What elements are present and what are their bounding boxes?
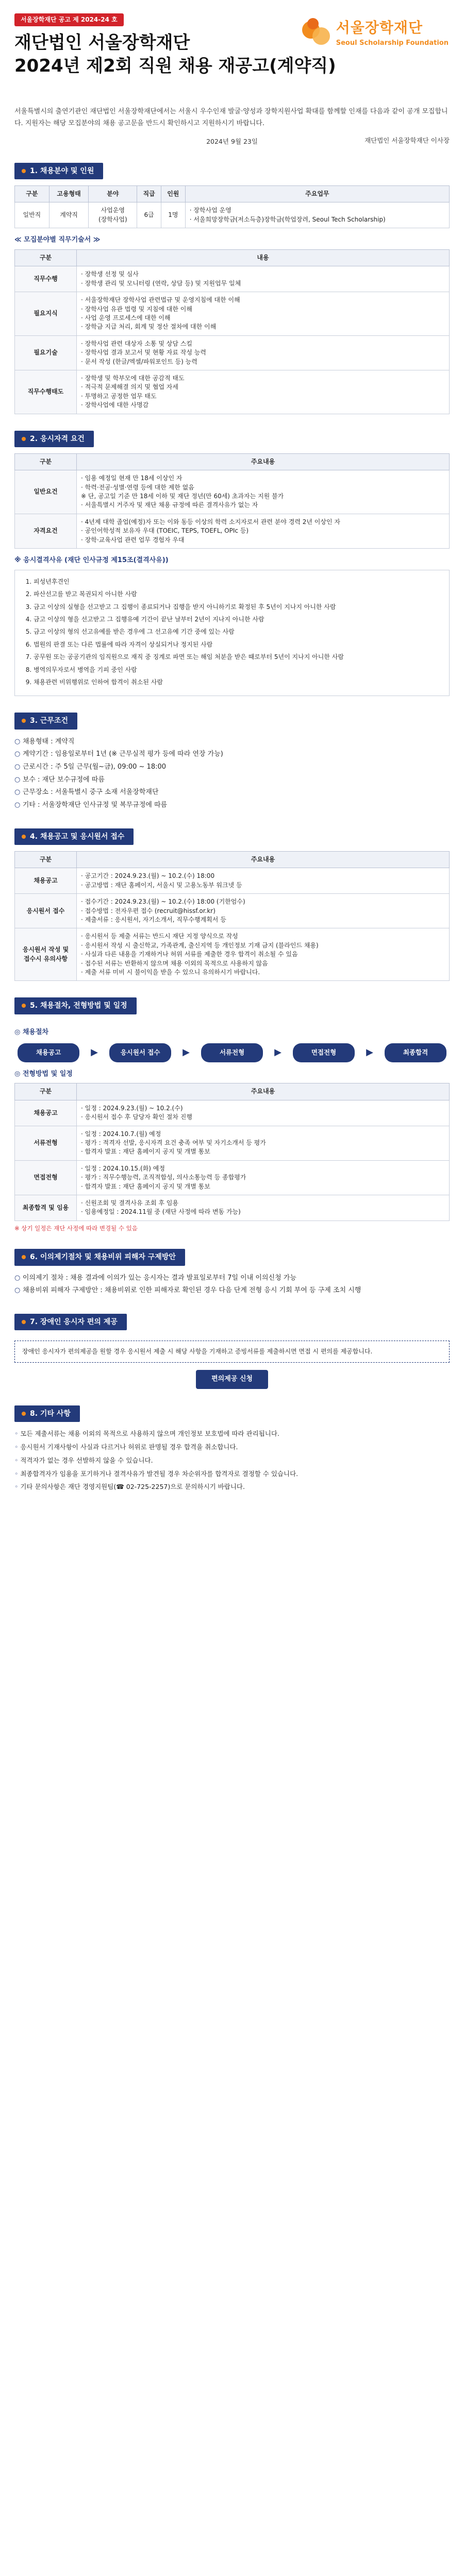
- section-etc: [0, 1400, 464, 1493]
- table-cell: 채용공고: [15, 868, 77, 894]
- intro-text: 서울특별시의 출연기관인 재단법인 서울장학재단에서는 서울시 우수인재 발굴·양성과 장학지원사업 확대를 함께할 인재를 다음과 같이 공개 모집합니다. 지원자는 해당 모집분야의 채용 공고문을 반드시 확인하시고 지원하시기 바랍니다.: [14, 108, 448, 127]
- qualifications-table: [14, 453, 450, 549]
- list-item: ○ 근로시간 : 주 5일 근무(월~금), 09:00 ~ 18:00: [14, 761, 450, 774]
- column-header: 주요내용: [77, 852, 450, 868]
- table-row: [15, 1160, 450, 1195]
- list-item: 8. 병역의무자로서 병역을 기피 중인 사람: [34, 665, 441, 675]
- list-item: ○ 보수 : 재단 보수규정에 따름: [14, 774, 450, 787]
- column-header: 인원: [161, 186, 185, 202]
- table-cell: 1명: [161, 202, 185, 228]
- positions-table: [14, 185, 450, 228]
- section-title: 4. 채용공고 및 응시원서 접수: [14, 828, 134, 845]
- list-item: ◦ 모든 제출서류는 채용 이외의 목적으로 사용하지 않으며 개인정보 보호법에 따라 관리됩니다.: [14, 1428, 450, 1439]
- table-cell: · 임용 예정일 현재 만 18세 이상인 자 · 학력·전공·성별·연령 등에 대한 제한 없음 ※ 단, 공고일 기준 만 18세 이하 및 재단 정년(만 60세) 초과자는 지원 불가 · 서울특별시 거주자 및 재단 채용 규정에 따른 결격사유가 없는 자: [77, 470, 450, 514]
- column-header: 구분: [15, 186, 49, 202]
- appeal-list: [14, 1272, 450, 1297]
- conditions-list: [14, 736, 450, 812]
- column-header: 직급: [137, 186, 161, 202]
- etc-list: [14, 1428, 450, 1493]
- table-cell: 필요지식: [15, 292, 77, 336]
- table-row: [15, 470, 450, 514]
- section-title: 8. 기타 사항: [14, 1405, 80, 1422]
- column-header: 구분: [15, 453, 77, 470]
- table-cell: · 응시원서 등 제출 서류는 반드시 재단 지정 양식으로 작성 · 응시원서 작성 시 출신학교, 가족관계, 출신지역 등 개인정보 기재 금지 (블라인드 채용) · 사실과 다른 내용을 기재하거나 허위 서류를 제출한 경우 합격이 취소될 수 있음 · 접수된 서류는 반환하지 않으며 채용 이외의 목적으로 사용하지 않음 · 제출 서류 미비 시 불이익을 받을 수 있으니 유의하시기 바랍니다.: [77, 928, 450, 981]
- table-cell: · 장학생 및 학부모에 대한 공감적 태도 · 적극적 문제해결 의지 및 협업 자세 · 투명하고 공정한 업무 태도 · 장학사업에 대한 사명감: [77, 370, 450, 414]
- arrow-right-icon: ▶: [91, 1047, 98, 1058]
- table-cell: · 일정 : 2024.10.15.(화) 예정 · 평가 : 직무수행능력, 조직적합성, 의사소통능력 등 종합평가 · 합격자 발표 : 재단 홈페이지 공지 및 개별 통보: [77, 1160, 450, 1195]
- table-cell: · 장학사업 관련 대상자 소통 및 상담 스킬 · 장학사업 결과 보고서 및 현황 자료 작성 능력 · 문서 작성 (한글/엑셀/파워포인트 등) 능력: [77, 335, 450, 370]
- table-cell: 6급: [137, 202, 161, 228]
- table-cell: 자격요건: [15, 514, 77, 548]
- procedure-step: 응시원서 접수: [109, 1043, 171, 1062]
- table-row: [15, 202, 450, 228]
- page-subtitle: 2024년 제2회 직원 채용 재공고(계약직): [14, 56, 336, 77]
- logo: [302, 18, 449, 48]
- table-row: [15, 868, 450, 894]
- table-cell: · 장학사업 운영 · 서울희망장학금(저소득층)장학금(학업장려, Seoul Tech Scholarship): [185, 202, 449, 228]
- notice-tag: 서울장학재단 공고 제 2024-24 호: [14, 13, 124, 26]
- column-header: 내용: [77, 250, 450, 266]
- arrow-right-icon: ▶: [183, 1047, 190, 1058]
- table-row: [15, 335, 450, 370]
- section-conditions: [0, 707, 464, 811]
- schedule-footnote: ※ 상기 일정은 재단 사정에 따라 변경될 수 있음: [14, 1224, 138, 1232]
- table-row: [15, 370, 450, 414]
- schedule-title: ◎ 전형방법 및 일정: [14, 1070, 73, 1078]
- section-procedure: [0, 992, 464, 1232]
- procedure-flow: [14, 1041, 450, 1062]
- page-title: 재단법인 서울장학재단: [14, 32, 190, 54]
- column-header: 주요내용: [77, 453, 450, 470]
- table-cell: 계약직: [49, 202, 89, 228]
- column-header: 분야: [89, 186, 137, 202]
- arrow-right-icon: ▶: [366, 1047, 373, 1058]
- table-cell: 면접전형: [15, 1160, 77, 1195]
- logo-text: 서울장학재단: [336, 19, 423, 36]
- table-cell: 일반요건: [15, 470, 77, 514]
- table-cell: 채용공고: [15, 1100, 77, 1126]
- table-cell: 필요기술: [15, 335, 77, 370]
- list-item: 1. 피성년후견인: [34, 577, 441, 587]
- arrow-right-icon: ▶: [274, 1047, 281, 1058]
- table-row: [15, 514, 450, 548]
- section-title: 2. 응시자격 요건: [14, 431, 94, 447]
- notice-date: 2024년 9월 23일: [206, 137, 258, 145]
- table-cell: 응시원서 접수: [15, 894, 77, 928]
- table-row: [15, 266, 450, 292]
- list-item: 3. 금고 이상의 실형을 선고받고 그 집행이 종료되거나 집행을 받지 아니하기로 확정된 후 5년이 지나지 아니한 사람: [34, 602, 441, 612]
- table-cell: 직무수행태도: [15, 370, 77, 414]
- section-title: 5. 채용절차, 전형방법 및 일정: [14, 997, 137, 1014]
- list-item: 7. 공무원 또는 공공기관의 임직원으로 재직 중 징계로 파면 또는 해임 처분을 받은 때로부터 5년이 지나지 아니한 사람: [34, 652, 441, 662]
- job-description-table: [14, 249, 450, 414]
- list-item: ○ 채용형태 : 계약직: [14, 736, 450, 749]
- header: [0, 0, 464, 98]
- column-header: 주요내용: [77, 1083, 450, 1100]
- list-item: ◦ 응시원서 기재사항이 사실과 다르거나 허위로 판명될 경우 합격을 취소합니다.: [14, 1442, 450, 1453]
- table-cell: 사업운영 (장학사업): [89, 202, 137, 228]
- table-row: [15, 928, 450, 981]
- table-cell: 서류전형: [15, 1126, 77, 1160]
- section-title: 6. 이의제기절차 및 채용비위 피해자 구제방안: [14, 1249, 185, 1265]
- section-qualifications: [0, 426, 464, 697]
- column-header: 주요업무: [185, 186, 449, 202]
- table-cell: · 접수기간 : 2024.9.23.(월) ~ 10.2.(수) 18:00 (기한엄수) · 접수방법 : 전자우편 접수 (recruit@hissf.or.kr) · 제출서류 : 응시원서, 자기소개서, 직무수행계획서 등: [77, 894, 450, 928]
- flow-title: ◎ 채용절차: [14, 1028, 49, 1036]
- procedure-step: 서류전형: [201, 1043, 263, 1062]
- list-item: 9. 채용관련 비위행위로 인하여 합격이 취소된 사람: [34, 677, 441, 687]
- table-cell: · 4년제 대학 졸업(예정)자 또는 이와 동등 이상의 학력 소지자로서 관련 분야 경력 2년 이상인 자 · 공인어학성적 보유자 우대 (TOEIC, TEPS, TOEFL, OPIc 등) · 장학·교육사업 관련 업무 경험자 우대: [77, 514, 450, 548]
- column-header: 구분: [15, 250, 77, 266]
- table-row: [15, 1126, 450, 1160]
- list-item: ◦ 최종합격자가 임용을 포기하거나 결격사유가 발견될 경우 차순위자를 합격자로 결정할 수 있습니다.: [14, 1468, 450, 1480]
- list-item: ◦ 기타 문의사항은 재단 경영지원팀(☎ 02-725-2257)으로 문의하시기 바랍니다.: [14, 1481, 450, 1493]
- table-row: [15, 292, 450, 336]
- logo-subtext: Seoul Scholarship Foundation: [336, 39, 449, 47]
- procedure-step: 채용공고: [18, 1043, 79, 1062]
- table-cell: 일반직: [15, 202, 49, 228]
- table-row: [15, 1195, 450, 1221]
- table-cell: · 신원조회 및 결격사유 조회 후 임용 · 임용예정일 : 2024.11월 중 (재단 사정에 따라 변동 가능): [77, 1195, 450, 1221]
- list-item: ○ 근무장소 : 서울특별시 중구 소재 서울장학재단: [14, 786, 450, 799]
- table-cell: 최종합격 및 임용: [15, 1195, 77, 1221]
- notice-signer: 재단법인 서울장학재단 이사장: [364, 136, 450, 144]
- application-table: [14, 851, 450, 981]
- table-row: [15, 894, 450, 928]
- table-cell: · 일정 : 2024.10.7.(월) 예정 · 평가 : 적격자 선발, 응시자격 요건 충족 여부 및 자기소개서 등 평가 · 합격자 발표 : 재단 홈페이지 공지 및 개별 통보: [77, 1126, 450, 1160]
- logo-mark-icon: [302, 18, 332, 48]
- table-row: [15, 1100, 450, 1126]
- list-item: ○ 계약기간 : 임용일로부터 1년 (※ 근무실적 평가 등에 따라 연장 가능): [14, 748, 450, 761]
- column-header: 구분: [15, 1083, 77, 1100]
- list-item: ◦ 적격자가 없는 경우 선발하지 않을 수 있습니다.: [14, 1455, 450, 1466]
- accessibility-text: 장애인 응시자가 편의제공을 원할 경우 응시원서 제출 시 해당 사항을 기재하고 증빙서류를 제출하시면 면접 시 편의를 제공합니다.: [14, 1341, 450, 1362]
- section-title: 3. 근무조건: [14, 713, 77, 729]
- section-positions: [0, 158, 464, 414]
- list-item: 5. 금고 이상의 형의 선고유예를 받은 경우에 그 선고유예 기간 중에 있는 사람: [34, 626, 441, 637]
- table-cell: · 장학생 선정 및 심사 · 장학생 관리 및 모니터링 (연락, 상담 등) 및 지원업무 일체: [77, 266, 450, 292]
- column-header: 고용형태: [49, 186, 89, 202]
- table-cell: 직무수행: [15, 266, 77, 292]
- section-title: 1. 채용분야 및 인원: [14, 163, 103, 179]
- schedule-table: [14, 1083, 450, 1221]
- table-cell: 응시원서 작성 및 접수시 유의사항: [15, 928, 77, 981]
- section-accessibility: [0, 1309, 464, 1389]
- disqualification-box: [14, 570, 450, 697]
- list-item: 2. 파산선고를 받고 복권되지 아니한 사람: [34, 589, 441, 599]
- list-item: ○ 이의제기 절차 : 채용 결과에 이의가 있는 응시자는 결과 발표일로부터 7일 이내 이의신청 가능: [14, 1272, 450, 1285]
- section-title: 7. 장애인 응시자 편의 제공: [14, 1314, 127, 1330]
- table-cell: · 서울장학재단 장학사업 관련법규 및 운영지침에 대한 이해 · 장학사업 유관 법령 및 지침에 대한 이해 · 사업 운영 프로세스에 대한 이해 · 장학금 지급 처리, 회계 및 정산 절차에 대한 이해: [77, 292, 450, 336]
- column-header: 구분: [15, 852, 77, 868]
- job-description-title: ≪ 모집분야별 직무기술서 ≫: [14, 236, 101, 244]
- table-cell: · 공고기간 : 2024.9.23.(월) ~ 10.2.(수) 18:00 · 공고방법 : 재단 홈페이지, 서울시 및 고용노동부 워크넷 등: [77, 868, 450, 894]
- section-application: [0, 823, 464, 981]
- procedure-step: 면접전형: [293, 1043, 355, 1062]
- list-item: 6. 법원의 판결 또는 다른 법률에 따라 자격이 상실되거나 정지된 사람: [34, 639, 441, 650]
- list-item: 4. 금고 이상의 형을 선고받고 그 집행유예 기간이 끝난 날부터 2년이 지나지 아니한 사람: [34, 614, 441, 624]
- accommodation-request-button[interactable]: 편의제공 신청: [196, 1370, 268, 1389]
- disqualification-title: ※ 응시결격사유 (재단 인사규정 제15조(결격사유)): [14, 556, 169, 564]
- section-appeal: [0, 1244, 464, 1297]
- list-item: ○ 채용비위 피해자 구제방안 : 채용비위로 인한 피해자로 확인된 경우 다음 단계 전형 응시 기회 부여 등 구제 조치 시행: [14, 1284, 450, 1297]
- list-item: ○ 기타 : 서울장학재단 인사규정 및 복무규정에 따름: [14, 799, 450, 812]
- table-cell: · 일정 : 2024.9.23.(월) ~ 10.2.(수) · 응시원서 접수 후 담당자 확인 절차 진행: [77, 1100, 450, 1126]
- procedure-step: 최종합격: [385, 1043, 446, 1062]
